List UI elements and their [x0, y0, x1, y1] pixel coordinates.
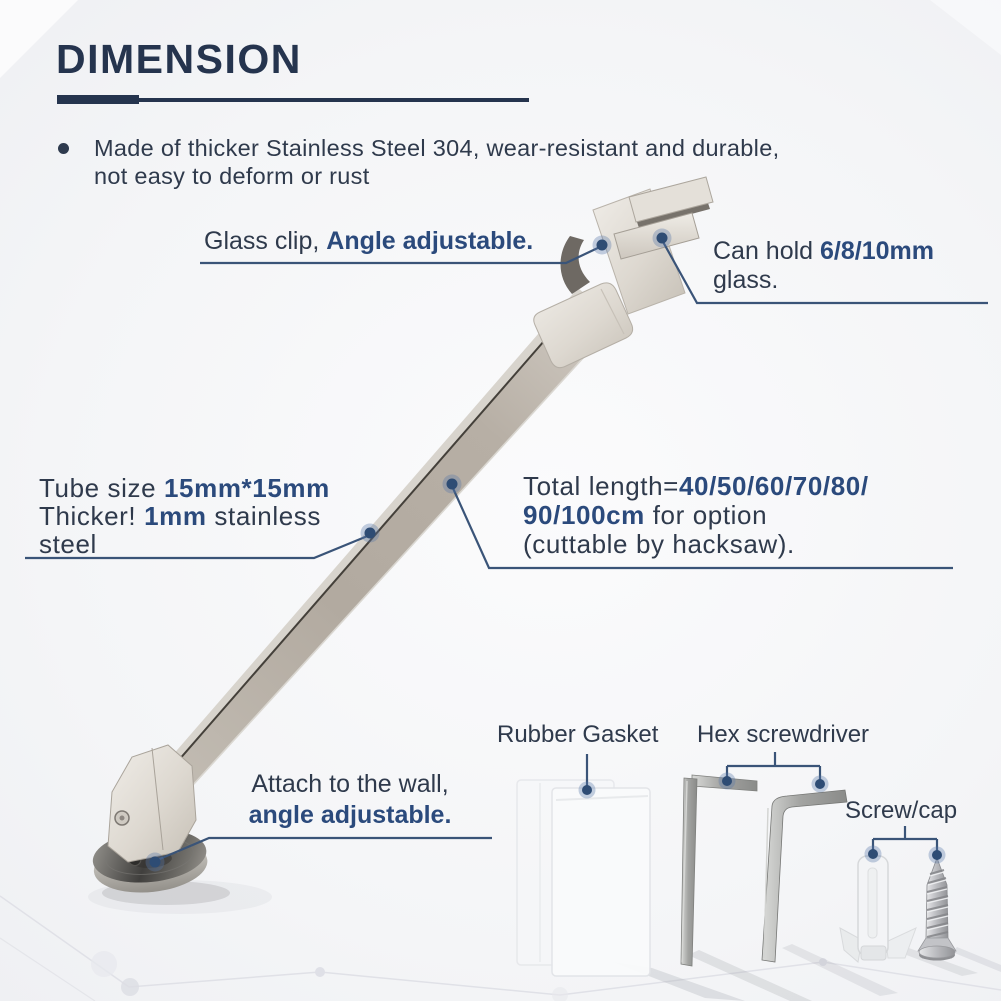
total-length-bold-2: 90/100cm: [523, 500, 645, 530]
title-underline-thin: [139, 98, 529, 102]
tube-size-line-3: steel: [39, 529, 97, 559]
for-option-text: for option: [644, 500, 768, 530]
title-underline-thick: [57, 95, 139, 104]
can-hold-bold-text: 6/8/10mm: [820, 237, 934, 265]
total-length-line-2: [523, 501, 869, 530]
feature-bullet-text: [94, 134, 779, 190]
tube-size-bold-text: 15mm*15mm: [163, 473, 330, 503]
tube-size-text: Tube size: [39, 473, 164, 503]
glass-clip-callout: [204, 227, 533, 256]
total-length-line-1: [523, 472, 869, 501]
hex-leader-bracket: [727, 752, 820, 783]
screw-leader-bracket: [873, 826, 937, 853]
glass-clip-text: Glass clip,: [204, 227, 327, 255]
total-length-dot: [443, 475, 462, 494]
rubber-gasket-dot: [579, 782, 596, 799]
can-hold-line-1: [713, 237, 934, 266]
thicker-bold-text: 1mm: [144, 501, 207, 531]
total-length-callout: [523, 472, 869, 559]
rubber-gasket-image: [517, 780, 745, 1001]
tube-size-line-2: [39, 502, 330, 530]
glass-clip: [534, 177, 713, 368]
feature-line-2: not easy to deform or rust: [94, 163, 370, 189]
wall-anchor-image: [840, 856, 978, 976]
can-hold-text: Can hold: [713, 237, 821, 265]
can-hold-dot: [653, 229, 672, 248]
can-hold-callout: [713, 237, 934, 295]
screw-cap-label: Screw/cap: [845, 797, 958, 824]
total-length-bold-1: 40/50/60/70/80/: [678, 471, 869, 501]
stainless-text: stainless: [206, 501, 321, 531]
bullet-dot: [58, 143, 69, 154]
attach-wall-dot: [146, 853, 165, 872]
attach-wall-line-1: Attach to the wall,: [251, 770, 449, 798]
thicker-text: Thicker!: [39, 501, 145, 531]
feature-line-1: Made of thicker Stainless Steel 304, wear-resistant and durable,: [94, 135, 780, 161]
page-title: DIMENSION: [56, 36, 302, 82]
can-hold-line-2: glass.: [713, 266, 779, 294]
tube-size-line-1: [39, 474, 330, 502]
tube-size-callout: [39, 474, 330, 558]
total-length-line-3: (cuttable by hacksaw).: [523, 529, 795, 559]
total-length-text: Total length=: [523, 471, 679, 501]
tube-size-dot: [361, 524, 380, 543]
glass-clip-bold-text: Angle adjustable.: [326, 227, 534, 255]
attach-wall-callout: [215, 769, 485, 831]
glass-clip-dot: [593, 236, 612, 255]
screw-cap-dots: [865, 846, 946, 864]
hex-screwdriver-label: Hex screwdriver: [697, 721, 870, 748]
attach-wall-bold-text: angle adjustable.: [248, 801, 452, 829]
rubber-gasket-label: Rubber Gasket: [497, 721, 659, 748]
screw-image: [918, 858, 1001, 972]
